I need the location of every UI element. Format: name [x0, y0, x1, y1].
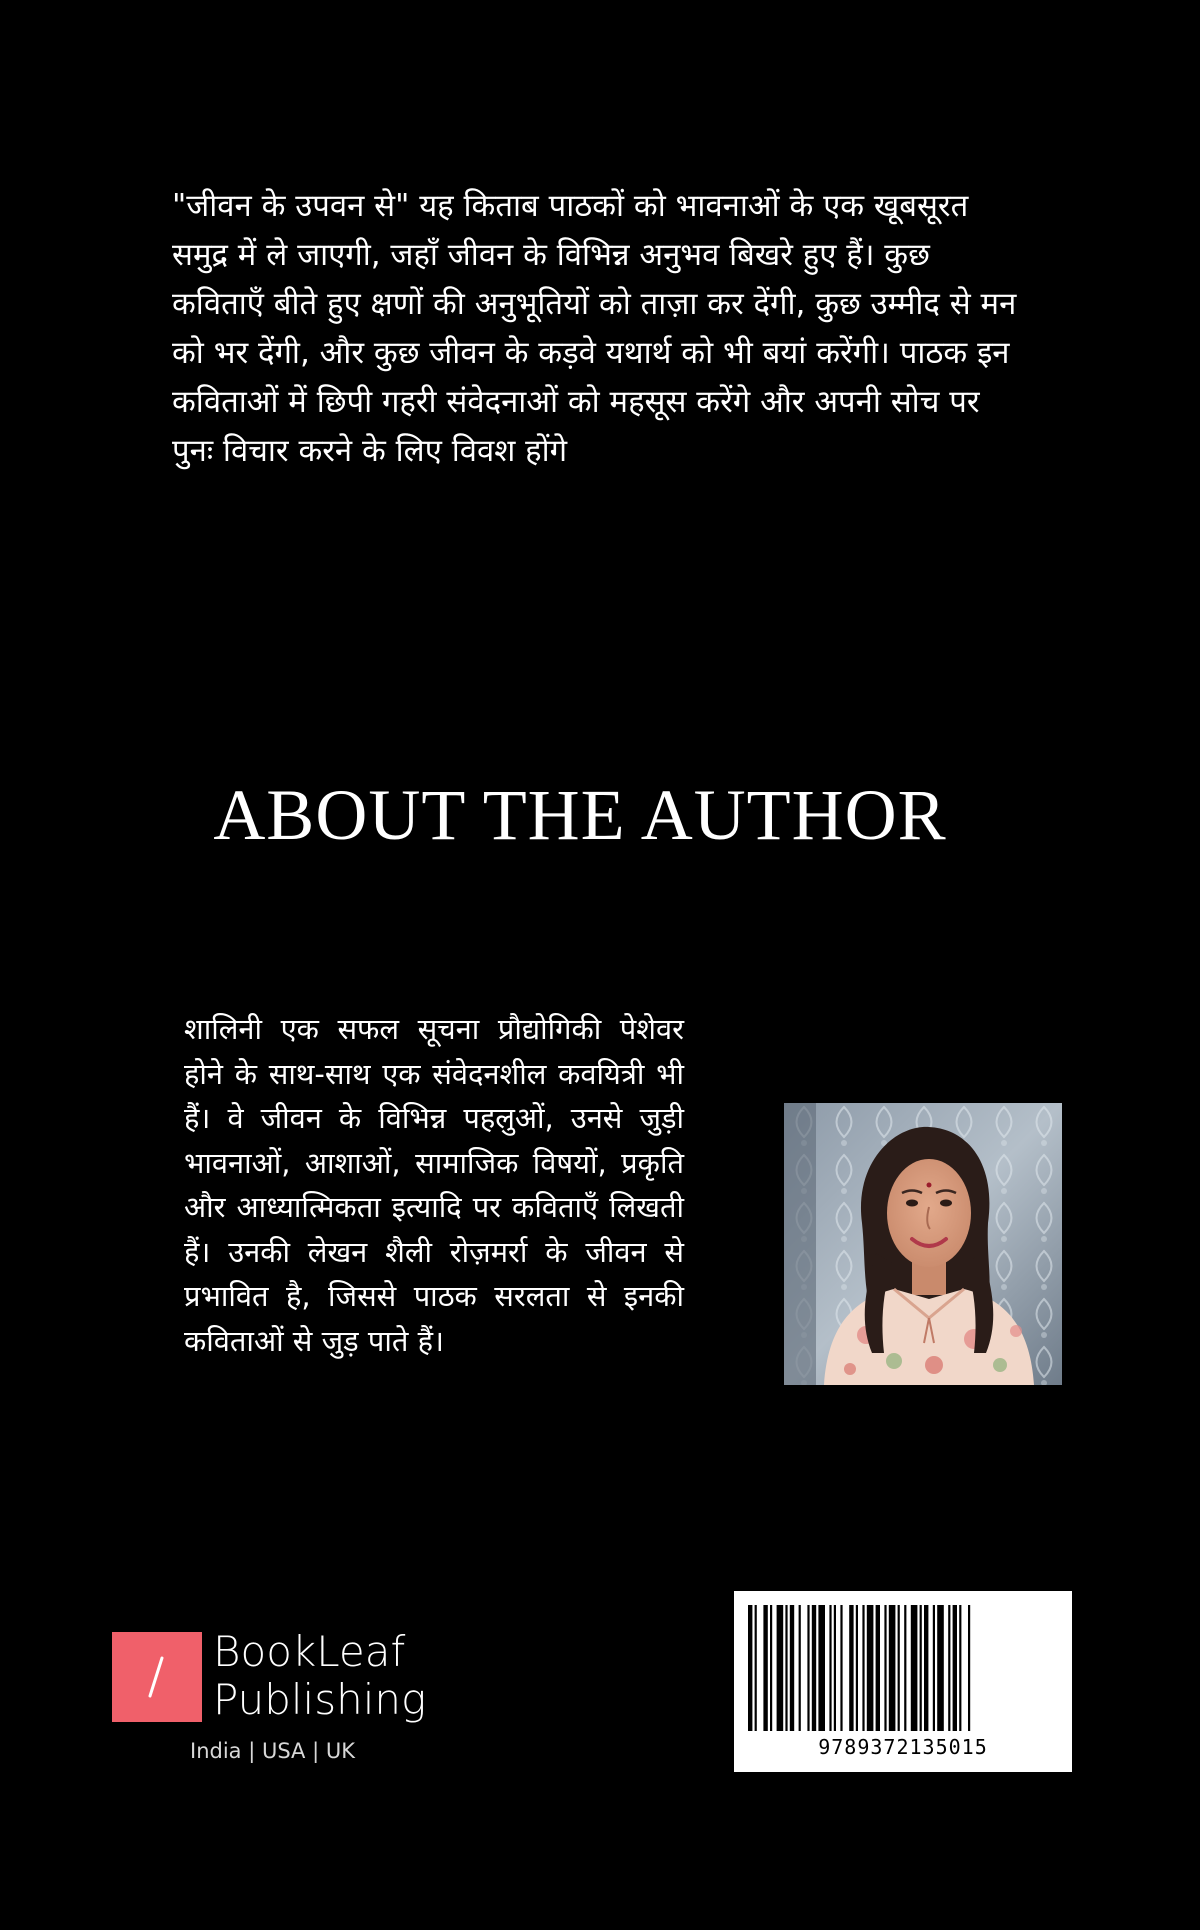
- author-photo: [784, 1103, 1062, 1385]
- barcode-bar: [748, 1605, 752, 1731]
- barcode-bar: [884, 1605, 886, 1731]
- barcode-bar: [862, 1605, 864, 1731]
- barcode-bar: [968, 1605, 970, 1731]
- barcode-bar: [770, 1605, 772, 1731]
- barcode-bar: [889, 1605, 896, 1731]
- barcode-bar: [790, 1605, 794, 1731]
- book-blurb: "जीवन के उपवन से" यह किताब पाठकों को भावनाओं के एक खूबसूरत समुद्र में ले जाएगी, जहाँ जीवन के विभिन्न अनुभव बिखरे हुए हैं। कुछ कविताएँ बीते हुए क्षणों की अनुभूतियों को ताज़ा कर देंगी, कुछ उम्मीद से मन को भर देंगी, और कुछ जीवन के कड़वे यथार्थ को भी बयां करेंगी। पाठक इन कविताओं में छिपी गहरी संवेदनाओं को महसूस करेंगे और अपनी सोच पर पुनः विचार करने के लिए विवश होंगे: [172, 188, 1017, 469]
- author-bio: शालिनी एक सफल सूचना प्रौद्योगिकी पेशेवर होने के साथ-साथ एक संवेदनशील कवयित्री भी हैं। वे जीवन के विभिन्न पहलुओं, उनसे जुड़ी भावनाओं, आशाओं, सामाजिक विषयों, प्रकृति और आध्यात्मिकता इत्यादि पर कविताएँ लिखती हैं। उनकी लेखन शैली रोज़मर्रा के जीवन से प्रभावित है, जिससे पाठक सरलता से इनकी कविताओं से जुड़ पाते हैं।: [184, 1012, 684, 1358]
- barcode-bar: [937, 1605, 944, 1731]
- slash-logo-icon: [112, 1632, 202, 1722]
- barcode-bar: [953, 1605, 957, 1731]
- barcode-bar: [763, 1605, 767, 1731]
- barcode-bar: [785, 1605, 787, 1731]
- barcode-bar: [812, 1605, 816, 1731]
- barcode-bar: [818, 1605, 825, 1731]
- barcode-bar: [856, 1605, 858, 1731]
- barcode-bar: [920, 1605, 922, 1731]
- barcode-bar: [933, 1605, 935, 1731]
- about-the-author-heading: ABOUT THE AUTHOR: [213, 775, 947, 855]
- barcode-bar: [898, 1605, 900, 1731]
- isbn-barcode: [734, 1591, 1072, 1772]
- barcode-bar: [948, 1605, 950, 1731]
- publisher-name: BookLeaf Publishing: [213, 1627, 427, 1724]
- barcode-bar: [876, 1605, 880, 1731]
- barcode-bar: [834, 1605, 836, 1731]
- isbn-number: 9789372135015: [818, 1735, 988, 1759]
- publisher-logo: [112, 1628, 472, 1768]
- barcode-bar: [777, 1605, 784, 1731]
- barcode-bar: [904, 1605, 906, 1731]
- barcode-bar: [867, 1605, 874, 1731]
- barcode-bar: [959, 1605, 961, 1731]
- barcode-bar: [924, 1605, 928, 1731]
- barcode-bar: [829, 1605, 831, 1731]
- barcode-bar: [755, 1605, 757, 1731]
- barcode-bar: [799, 1605, 801, 1731]
- barcode-bar: [807, 1605, 809, 1731]
- barcode-bar: [840, 1605, 842, 1731]
- barcode-bar: [849, 1605, 853, 1731]
- barcode-bar: [911, 1605, 918, 1731]
- publisher-regions: India | USA | UK: [190, 1739, 355, 1763]
